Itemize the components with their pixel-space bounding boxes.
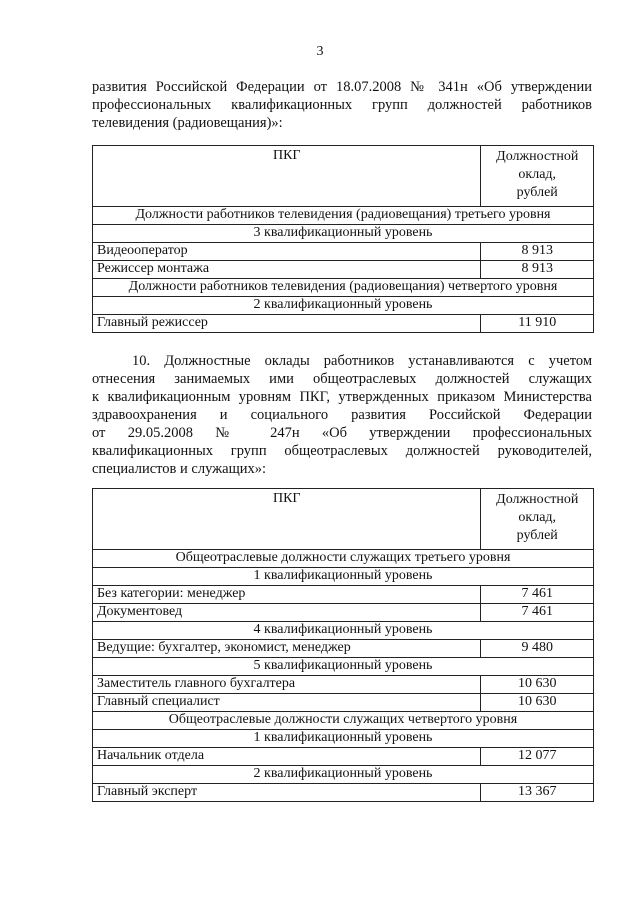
table-row (93, 748, 594, 766)
position-name: Главный эксперт (93, 784, 481, 802)
position-name: Главный режиссер (93, 315, 481, 333)
salary-value: 12 077 (481, 748, 594, 766)
intro-line: профессиональных квалификационных групп должностей работников (92, 97, 592, 113)
paragraph-10-line: от 29.05.2008 № 247н «Об утверждении профессиональных (92, 425, 592, 441)
level-heading: 4 квалификационный уровень (93, 622, 594, 640)
group-heading: Общеотраслевые должности служащих четвертого уровня (93, 712, 594, 730)
paragraph-10 (92, 352, 592, 478)
position-name: Документовед (93, 604, 481, 622)
intro-paragraph (92, 78, 592, 132)
table-row (93, 640, 594, 658)
header-salary-line: рублей (516, 185, 558, 200)
position-name: Главный специалист (93, 694, 481, 712)
paragraph-10-line: 10. Должностные оклады работников устанавливаются с учетом (132, 353, 592, 369)
level-heading: 5 квалификационный уровень (93, 658, 594, 676)
table-row (93, 279, 594, 297)
paragraph-10-line: к квалификационным уровням ПКГ, утвержденных приказом Министерства (92, 389, 592, 405)
level-heading: 3 квалификационный уровень (93, 225, 594, 243)
salary-value: 10 630 (481, 694, 594, 712)
intro-line: телевидения (радиовещания)»: (92, 115, 283, 131)
paragraph-10-line: квалификационных групп общеотраслевых должностей руководителей, (92, 443, 592, 459)
salary-value: 11 910 (481, 315, 594, 333)
table-row (93, 622, 594, 640)
salary-value: 7 461 (481, 586, 594, 604)
table-row (93, 784, 594, 802)
group-heading: Должности работников телевидения (радиовещания) третьего уровня (93, 207, 594, 225)
salary-value: 8 913 (481, 261, 594, 279)
level-heading: 1 квалификационный уровень (93, 568, 594, 586)
header-salary-line: оклад, (518, 510, 557, 525)
position-name: Без категории: менеджер (93, 586, 481, 604)
header-salary-line: оклад, (518, 167, 557, 182)
header-salary (481, 489, 594, 550)
header-pkg: ПКГ (93, 146, 481, 207)
salary-value: 8 913 (481, 243, 594, 261)
group-heading: Общеотраслевые должности служащих третьего уровня (93, 550, 594, 568)
header-salary-line: Должностной (496, 492, 579, 507)
page-number: 3 (316, 44, 324, 59)
salary-table-1 (92, 145, 594, 333)
position-name: Ведущие: бухгалтер, экономист, менеджер (93, 640, 481, 658)
table-row (93, 712, 594, 730)
table-row (93, 243, 594, 261)
position-name: Режиссер монтажа (93, 261, 481, 279)
position-name: Начальник отдела (93, 748, 481, 766)
paragraph-10-line: специалистов и служащих»: (92, 461, 267, 477)
table-row (93, 207, 594, 225)
table-row (93, 586, 594, 604)
position-name: Видеооператор (93, 243, 481, 261)
table-row (93, 766, 594, 784)
intro-line: развития Российской Федерации от 18.07.2008 № 341н «Об утверждении (92, 79, 592, 95)
header-salary-line: рублей (516, 528, 558, 543)
salary-value: 9 480 (481, 640, 594, 658)
table-row (93, 550, 594, 568)
table-row (93, 225, 594, 243)
salary-table-2 (92, 488, 594, 802)
table-row (93, 297, 594, 315)
header-salary (481, 146, 594, 207)
salary-value: 13 367 (481, 784, 594, 802)
table-row (93, 568, 594, 586)
table-header-row (93, 489, 594, 550)
level-heading: 2 квалификационный уровень (93, 297, 594, 315)
salary-value: 10 630 (481, 676, 594, 694)
paragraph-10-line: отнесения занимаемых ими общеотраслевых должностей служащих (92, 371, 592, 387)
header-salary-line: Должностной (496, 149, 579, 164)
table-row (93, 658, 594, 676)
level-heading: 1 квалификационный уровень (93, 730, 594, 748)
table-row (93, 730, 594, 748)
table-row (93, 676, 594, 694)
table-row (93, 315, 594, 333)
table-row (93, 604, 594, 622)
level-heading: 2 квалификационный уровень (93, 766, 594, 784)
position-name: Заместитель главного бухгалтера (93, 676, 481, 694)
table-row (93, 261, 594, 279)
paragraph-10-line: здравоохранения и социального развития Российской Федерации (92, 407, 592, 423)
salary-value: 7 461 (481, 604, 594, 622)
header-pkg: ПКГ (93, 489, 481, 550)
table-row (93, 694, 594, 712)
table-header-row (93, 146, 594, 207)
group-heading: Должности работников телевидения (радиовещания) четвертого уровня (93, 279, 594, 297)
